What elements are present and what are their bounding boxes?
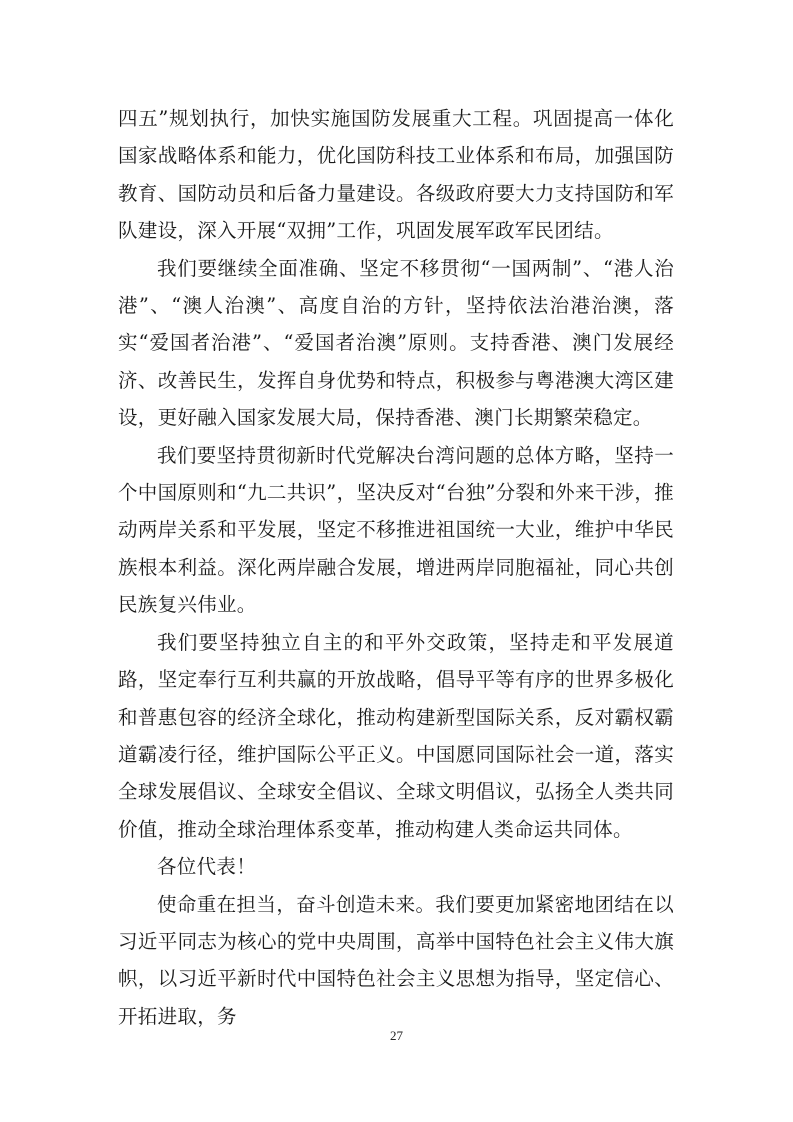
page-number: 27 (390, 1028, 403, 1043)
paragraph-hong-kong-macao: 我们要继续全面准确、坚定不移贯彻“一国两制”、“港人治港”、“澳人治澳”、高度自治的方针，坚持依法治港治澳，落实“爱国者治港”、“爱国者治澳”原则。支持香港、澳门发展经济、改善民生，发挥自身优势和特点，积极参与粤港澳大湾区建设，更好融入国家发展大局，保持香港、澳门长期繁荣稳定。 (118, 256, 674, 430)
paragraph-mission: 使命重在担当，奋斗创造未来。我们要更加紧密地团结在以习近平同志为核心的党中央周围，高举中国特色社会主义伟大旗帜，以习近平新时代中国特色社会主义思想为指导，坚定信心、开拓进取，务 (118, 892, 674, 1028)
paragraph-salutation: 各位代表！ (157, 855, 257, 879)
body-text (118, 100, 674, 1035)
paragraph-taiwan: 我们要坚持贯彻新时代党解决台湾问题的总体方略，坚持一个中国原则和“九二共识”，坚决反对“台独”分裂和外来干涉，推动两岸关系和平发展，坚定不移推进祖国统一大业，维护中华民族根本利益。深化两岸融合发展，增进两岸同胞福祉，同心共创民族复兴伟业。 (118, 443, 674, 617)
paragraph-national-defense: 四五”规划执行，加快实施国防发展重大工程。巩固提高一体化国家战略体系和能力，优化国防科技工业体系和布局，加强国防教育、国防动员和后备力量建设。各级政府要大力支持国防和军队建设，深入开展“双拥”工作，巩固发展军政军民团结。 (118, 107, 674, 243)
paragraph-foreign-policy: 我们要坚持独立自主的和平外交政策，坚持走和平发展道路，坚定奉行互利共赢的开放战略，倡导平等有序的世界多极化和普惠包容的经济全球化，推动构建新型国际关系，反对霸权霸道霸凌行径，维护国际公平正义。中国愿同国际社会一道，落实全球发展倡议、全球安全倡议、全球文明倡议，弘扬全人类共同价值，推动全球治理体系变革，推动构建人类命运共同体。 (118, 630, 674, 841)
